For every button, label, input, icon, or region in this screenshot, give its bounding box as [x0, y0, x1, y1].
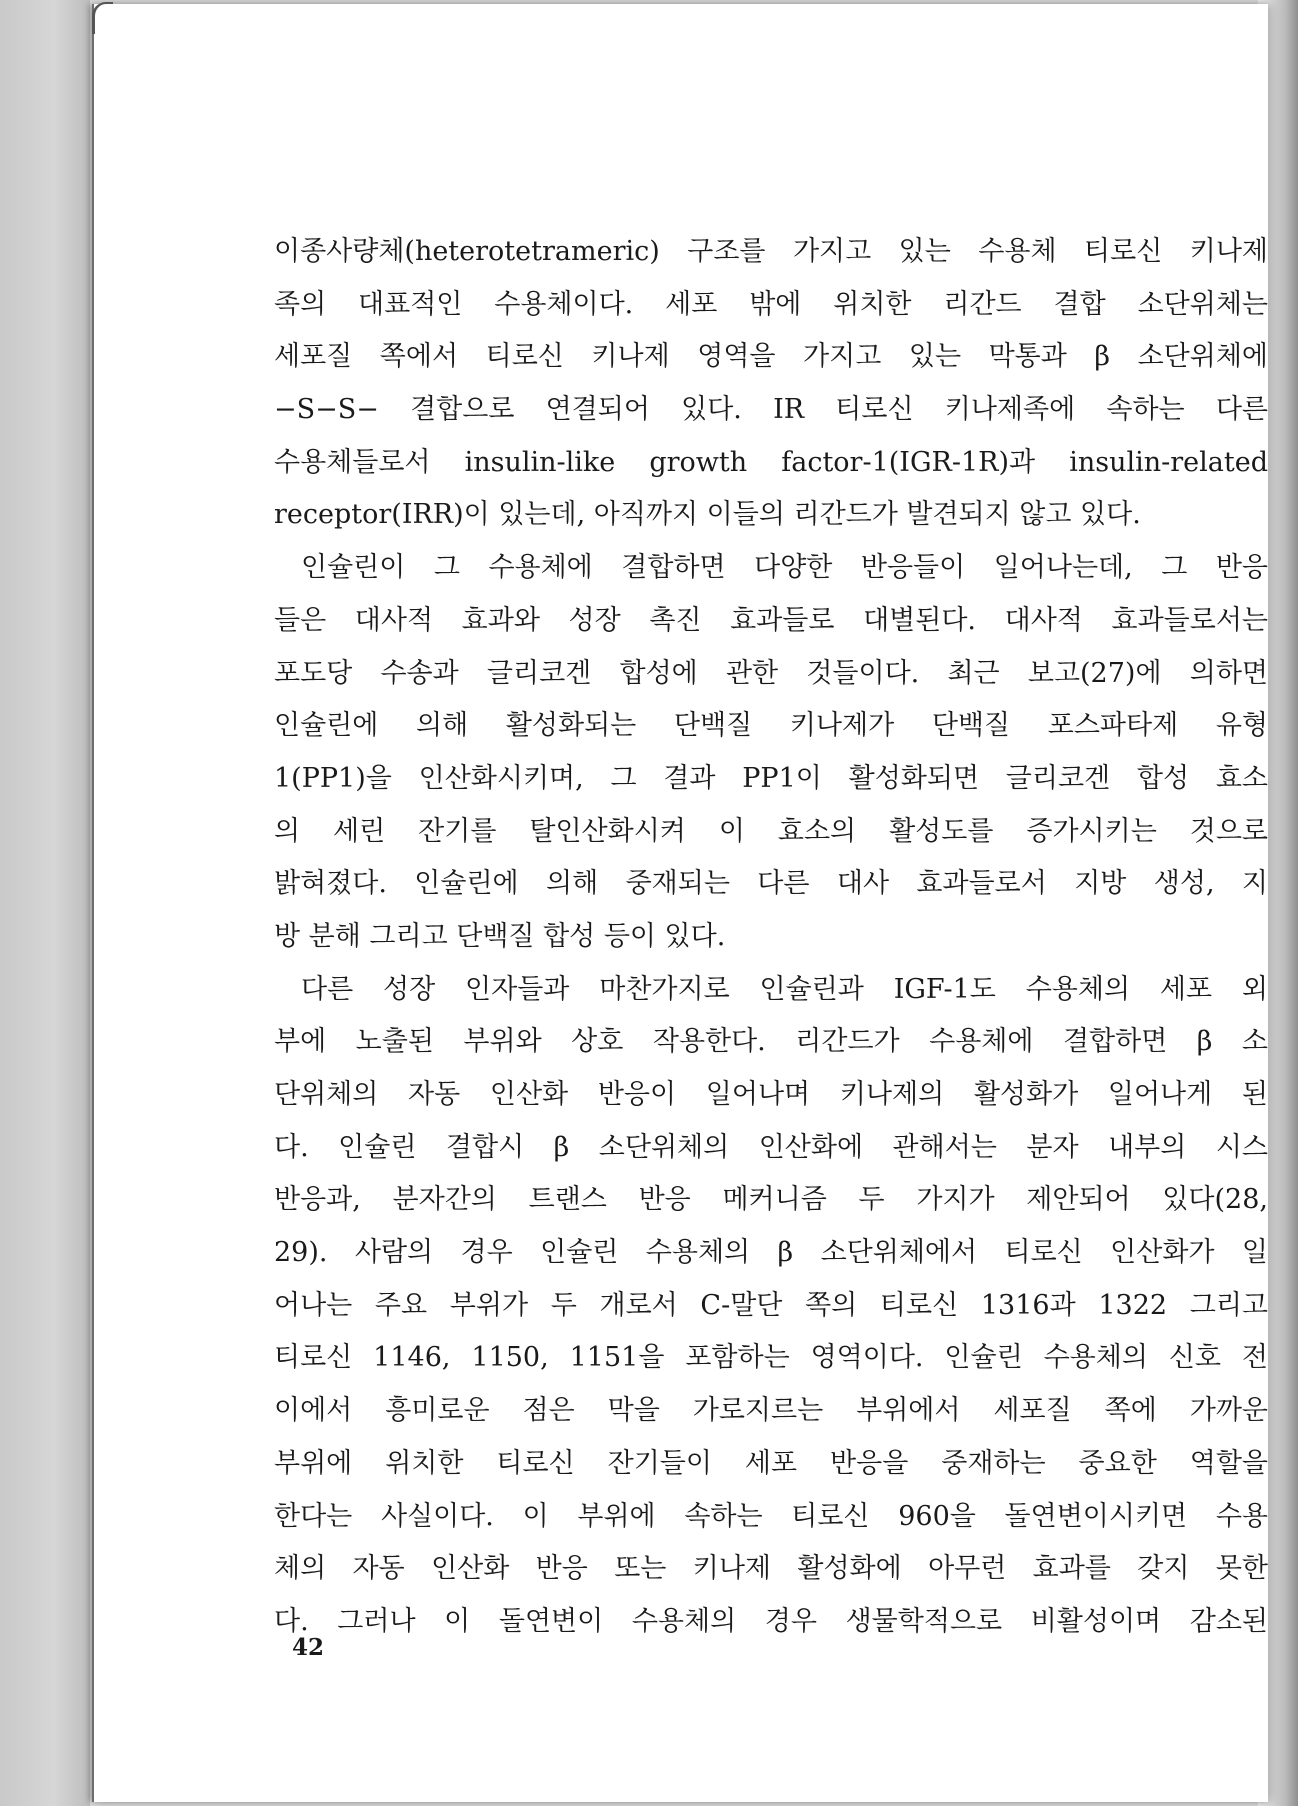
text-line-26: 체의 자동 인산화 반응 또는 키나제 활성화에 아무런 효과를 갖지 못한: [274, 1553, 1268, 1585]
text-line-3: 세포질 쪽에서 티로신 키나제 영역을 가지고 있는 막통과 β 소단위체에: [274, 341, 1268, 373]
text-line-27: 다. 그러나 이 돌연변이 수용체의 경우 생물학적으로 비활성이며 감소된: [274, 1605, 1268, 1637]
text-line-24: 부위에 위치한 티로신 잔기들이 세포 반응을 중재하는 중요한 역할을: [274, 1447, 1268, 1479]
page-corner-curl: [92, 2, 113, 34]
text-line-15: 다른 성장 인자들과 마찬가지로 인슐린과 IGF-1도 수용체의 세포 외: [301, 973, 1268, 1005]
text-line-6: receptor(IRR)이 있는데, 아직까지 이들의 리간드가 발견되지 않고 있다.: [274, 499, 1141, 531]
text-line-10: 인슐린에 의해 활성화되는 단백질 키나제가 단백질 포스파타제 유형: [274, 710, 1268, 742]
book-page: [92, 4, 1268, 1802]
text-line-16: 부에 노출된 부위와 상호 작용한다. 리간드가 수용체에 결합하면 β 소: [274, 1026, 1268, 1058]
text-line-14: 방 분해 그리고 단백질 합성 등이 있다.: [274, 920, 726, 952]
text-line-7: 인슐린이 그 수용체에 결합하면 다양한 반응들이 일어나는데, 그 반응: [301, 552, 1268, 584]
text-line-1: 이종사량체(heterotetrameric) 구조를 가지고 있는 수용체 티로신 키나제: [274, 236, 1268, 267]
text-line-23: 이에서 흥미로운 점은 막을 가로지르는 부위에서 세포질 쪽에 가까운: [274, 1395, 1268, 1427]
text-line-4: −S−S− 결합으로 연결되어 있다. IR 티로신 키나제족에 속하는 다른: [274, 394, 1268, 426]
text-line-17: 단위체의 자동 인산화 반응이 일어나며 키나제의 활성화가 일어나게 된: [274, 1079, 1268, 1110]
text-line-11: 1(PP1)을 인산화시키며, 그 결과 PP1이 활성화되면 글리코겐 합성 효소: [274, 762, 1268, 794]
text-line-25: 한다는 사실이다. 이 부위에 속하는 티로신 960을 돌연변이시키면 수용: [274, 1500, 1268, 1532]
text-line-9: 포도당 수송과 글리코겐 합성에 관한 것들이다. 최근 보고(27)에 의하면: [274, 657, 1268, 689]
text-line-20: 29). 사람의 경우 인슐린 수용체의 β 소단위체에서 티로신 인산화가 일: [274, 1237, 1268, 1269]
text-line-12: 의 세린 잔기를 탈인산화시켜 이 효소의 활성도를 증가시키는 것으로: [274, 815, 1268, 847]
body-text: [274, 226, 1268, 1649]
backdrop-left: [0, 0, 90, 1806]
text-line-18: 다. 인슐린 결합시 β 소단위체의 인산화에 관해서는 분자 내부의 시스: [274, 1131, 1268, 1163]
text-line-22: 티로신 1146, 1150, 1151을 포함하는 영역이다. 인슐린 수용체의 신호 전: [274, 1342, 1268, 1374]
page-number: 42: [292, 1634, 325, 1661]
text-line-5: 수용체들로서 insulin-like growth factor-1(IGR-1R)과 insulin-related: [274, 446, 1268, 478]
text-line-13: 밝혀졌다. 인슐린에 의해 중재되는 다른 대사 효과들로서 지방 생성, 지: [274, 868, 1268, 900]
text-line-19: 반응과, 분자간의 트랜스 반응 메커니즘 두 가지가 제안되어 있다(28,: [274, 1184, 1268, 1216]
text-line-2: 족의 대표적인 수용체이다. 세포 밖에 위치한 리간드 결합 소단위체는: [274, 288, 1268, 320]
text-line-8: 들은 대사적 효과와 성장 촉진 효과들로 대별된다. 대사적 효과들로서는: [274, 604, 1268, 636]
text-line-21: 어나는 주요 부위가 두 개로서 C-말단 쪽의 티로신 1316과 1322 그리고: [274, 1289, 1268, 1321]
